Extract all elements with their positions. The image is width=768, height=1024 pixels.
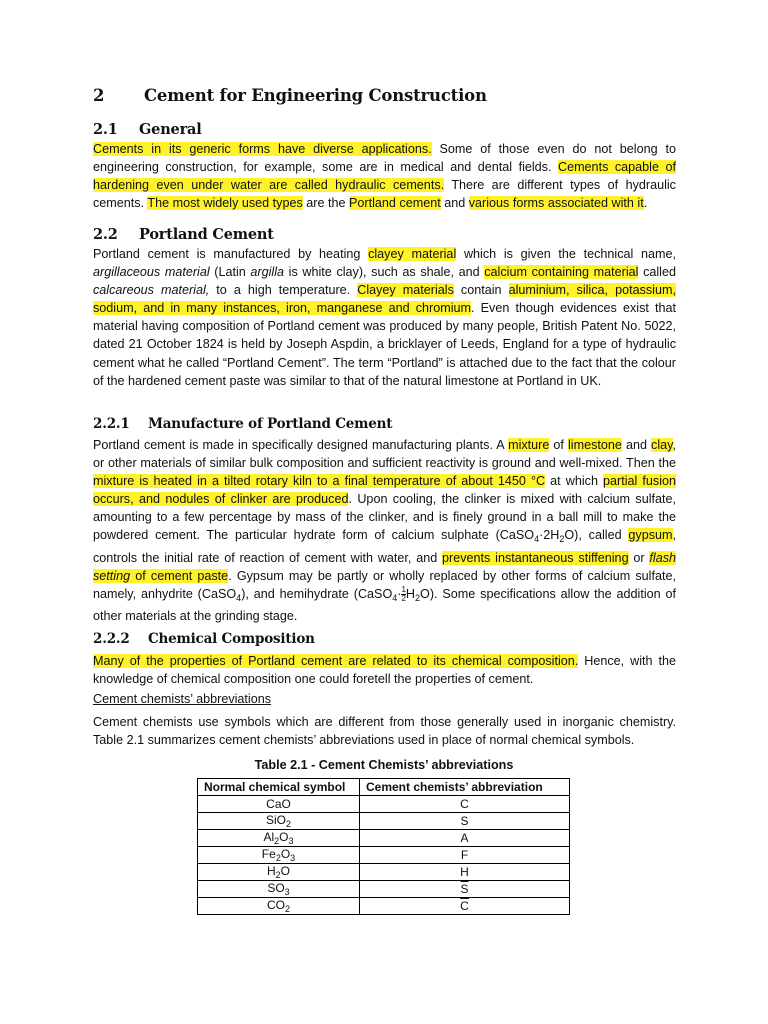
paragraph-composition [93,652,676,688]
text-run: , controls the initial rate of reaction of cement with water, and [93,528,676,565]
highlight: gypsum [628,528,673,543]
column-header: Normal chemical symbol [198,779,360,796]
text-run: at which [545,474,604,489]
chapter-title: Cement for Engineering Construction [144,86,487,105]
symbol-cell [198,864,360,881]
highlight: Cements capable of hardening even under water are called hydraulic cements. [93,160,676,193]
symbol-cell [198,813,360,830]
subscript: 2 [275,870,281,880]
text-run: · [397,586,402,601]
abbr-cell: H [360,864,570,881]
table-row [198,796,570,813]
section-number: 2.1 [93,121,118,138]
symbol-text: O [280,847,291,861]
symbol-text: O [280,864,291,878]
symbol-cell [198,847,360,864]
text-run: contain [453,283,509,298]
section-title: Portland Cement [139,226,274,243]
highlight: of cement paste [130,568,229,583]
text-run: . Gypsum may be partly or wholly replaced by other forms of calcium sulfate, namely, anhydrite (CaSO [93,568,676,601]
symbol-text: H [266,864,276,878]
symbol-text: SO [267,881,285,895]
highlight: limestone [568,438,622,452]
abbr-cell [360,898,570,915]
table-row [198,898,570,915]
text-run: are the [302,196,349,211]
fraction-numerator: 1 [401,584,406,594]
table-caption: Table 2.1 - Cement Chemists’ abbreviations [254,758,514,772]
overlined-abbr: $\overline{C}$ [460,899,469,913]
symbol-text: O [279,830,289,844]
section-title: Manufacture of Portland Cement [148,416,393,432]
symbol-cell [198,898,360,915]
overlined-abbr: $\overline{S}$ [460,882,469,896]
subsection-heading-composition [93,631,315,647]
subscript: 4 [392,592,398,603]
text-run: . Upon cooling, the clinker is mixed with calcium sulfate, amounting to a few percentage by mass of the clinker, and is finely ground in a ball mill to make the powdered cement. The particular hydrate form of calcium sulphate (CaSO [93,492,676,543]
subscript: 3 [288,836,294,846]
symbol-cell [198,796,360,813]
table-header-row [198,779,570,796]
chapter-number: 2 [93,86,105,105]
abbr-cell: A [360,830,570,847]
highlight: clayey material [368,247,457,261]
abbr-cell: S [360,813,570,830]
symbol-text: Al [263,830,275,844]
section-number: 2.2.2 [93,631,130,647]
subscript: 4 [236,592,242,603]
text-run: ), and hemihydrate (CaSO [241,586,393,601]
subscript: 2 [274,836,280,846]
subscript: 2 [415,592,421,603]
text-run: is white clay), such as shale, and [284,265,485,280]
table-row [198,830,570,847]
section-number: 2.2 [93,226,118,243]
highlight: Many of the properties of Portland cement are related to its chemical composition. [93,654,579,668]
text-run: called [638,265,676,280]
highlight: Portland cement [349,196,441,211]
symbol-text: CO [266,898,285,912]
text-run: and [621,438,652,452]
highlight: aluminium, silica, potassium, sodium, and in many instances, iron, manganese and chromium [93,283,676,316]
text-run: or [628,550,650,565]
abbr-cell: C [360,796,570,813]
text-run: (Latin [209,265,251,280]
section-title: General [139,121,202,138]
highlight: prevents instantaneous stiffening [442,550,629,565]
highlight: mixture is heated in a tilted rotary kiln to a final temperature of about 1450 °C [93,474,546,489]
paragraph-general [93,140,676,212]
subscript: 2 [559,534,565,545]
subsection-heading-manufacture [93,416,392,432]
italic-term: argilla [250,265,285,280]
table-row [198,813,570,830]
table-row [198,864,570,881]
text-run: which is given the technical name, [456,247,676,261]
abbreviation-table [197,778,570,915]
table-row [198,881,570,898]
symbol-text: CaO [266,797,291,811]
abbr-cell [360,881,570,898]
text-run: O), called [564,528,629,543]
symbol-text: SiO [265,813,286,827]
text-run: O). Some specifications allow the addition of other materials at the grinding stage. [93,586,676,623]
subscript: 4 [534,534,540,545]
text-run: . Even though evidences exist that material having composition of Portland cement was produced by many people, British Patent No. 5022, dated 21 October 1824 is held by Joseph Aspdin, a bricklayer of Leeds, England for a type of hydraulic cement what he called “Portland Cement”. The term “Portland” is attached due to the fact that the colour of the hardened cement paste was similar to that of the natural limestone at Portland in UK. [93,301,676,388]
italic-term: argillaceous material [93,265,210,280]
column-header: Cement chemists’ abbreviation [360,779,570,796]
subscript: 3 [284,887,290,897]
table-row [198,847,570,864]
text-run: to a high temperature. [209,283,358,298]
paragraph-manufacture [93,436,676,625]
section-heading-general [93,121,202,138]
highlight: calcium containing material [484,265,639,280]
highlight: Clayey materials [357,283,454,298]
paragraph-portland [93,245,676,390]
text-run: Hence, with the knowledge of chemical composition one could foretell the properties of cement. [93,654,676,687]
text-run: ·2H [539,528,560,543]
text-run: and [440,196,469,211]
text-run: Portland cement is manufactured by heating [93,247,369,261]
subheading-abbreviations: Cement chemists’ abbreviations [93,692,272,706]
section-number: 2.2.1 [93,416,130,432]
text-run: Some of those even do not belong to engineering construction, for example, some are in medical and dental fields. [93,142,676,175]
italic-term: flash setting [93,550,677,583]
text-run: Portland cement is made in specifically designed manufacturing plants. A [93,438,509,452]
text-run: . [643,196,648,211]
subscript: 2 [275,853,281,863]
subscript: 2 [286,819,292,829]
highlight: The most widely used types [147,196,303,211]
subscript: 2 [284,904,290,914]
paragraph-abbreviations: Cement chemists use symbols which are different from those generally used in inorganic chemistry. Table 2.1 summarizes cement chemists’ abbreviations used in place of normal chemical symbols. [93,715,676,748]
text-run: , or other materials of similar bulk composition and sufficient reactivity is ground and well-mixed. Then the [93,438,676,471]
text-run: H [405,586,416,601]
fraction-denominator: 2 [401,593,406,603]
symbol-cell [198,881,360,898]
chapter-heading [93,86,487,105]
section-title: Chemical Composition [148,631,315,647]
text-run: There are different types of hydraulic cements. [93,178,676,211]
symbol-cell [198,830,360,847]
section-heading-portland [93,226,274,243]
italic-term: calcareous material, [93,283,210,298]
highlight: Cements in its generic forms have diverse applications. [93,142,432,156]
highlight: clay [651,438,673,452]
symbol-text: Fe [261,847,276,861]
highlight: various forms associated with it [468,196,644,211]
text-run: of [549,438,568,452]
abbr-cell: F [360,847,570,864]
highlight: partial fusion occurs, and nodules of clinker are produced [93,474,677,507]
subscript: 3 [290,853,296,863]
highlight: mixture [508,438,550,452]
